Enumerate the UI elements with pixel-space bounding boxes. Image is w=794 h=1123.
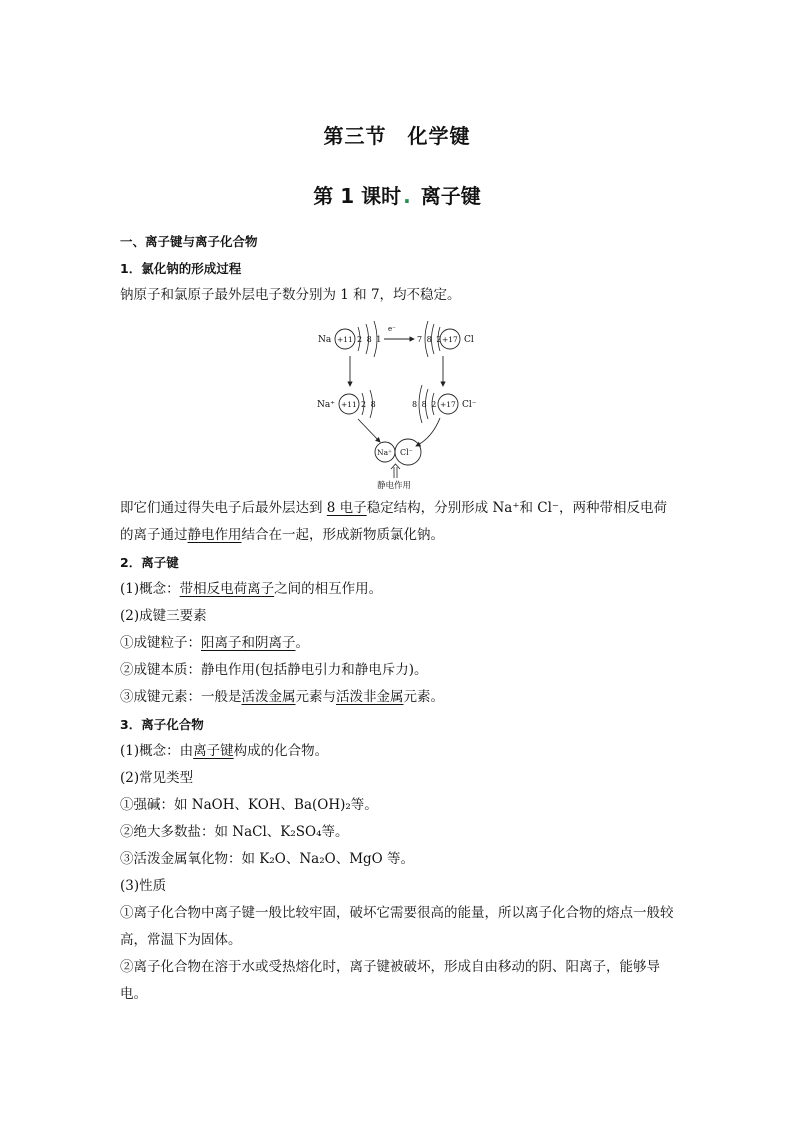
pair-cl-label: Cl⁻ — [400, 448, 413, 457]
cl-ion-shells-label: 8 8 2 — [412, 400, 438, 409]
text-span: 即它们通过得失电子后最外层达到 — [120, 500, 327, 516]
text-span: ③成键元素：一般是 — [120, 689, 242, 705]
elements-heading: (2)成键三要素 — [120, 608, 207, 624]
lesson-topic: 离子键 — [420, 184, 481, 208]
text-span: 之间的相互作用。 — [274, 581, 383, 597]
text-span: 元素。 — [403, 689, 444, 705]
na-shells-label: 2 8 1 — [357, 335, 383, 344]
lesson-title — [0, 180, 794, 209]
props-heading: (3)性质 — [120, 878, 167, 894]
ionic-bond-concept — [120, 576, 680, 603]
nacl-formation-diagram — [300, 318, 500, 490]
electrostatic-label: 静电作用 — [377, 481, 412, 490]
na-ion-to-pair-arrow — [358, 419, 380, 442]
text-span: ①成键粒子： — [120, 635, 201, 651]
section-body — [120, 495, 680, 1008]
element-item-2: ②成键本质：静电作用(包括静电引力和静电斥力)。 — [120, 662, 428, 678]
underlined-answer: 阳离子和阴离子 — [201, 635, 296, 651]
text-span: 的离子通过 — [120, 527, 188, 543]
section-heading: 一、离子键与离子化合物 — [120, 234, 258, 249]
pair-na-label: Na⁺ — [377, 448, 392, 457]
compound-concept — [120, 738, 680, 765]
text-span: 元素与 — [295, 689, 336, 705]
underlined-answer: 活泼金属 — [241, 689, 296, 705]
text-span: (1)概念： — [120, 581, 180, 597]
page-title: 第三节 化学键 — [323, 124, 471, 148]
element-item-3 — [120, 684, 680, 711]
underlined-answer: 静电作用 — [187, 527, 242, 543]
na-ion-shells-label: 2 8 — [361, 400, 377, 409]
lesson-number: 第 1 课时 — [313, 184, 402, 208]
subsection-heading-1: 1．氯化钠的形成过程 — [120, 261, 242, 276]
text-span: 构成的化合物。 — [233, 743, 329, 759]
lesson-dot: . — [403, 184, 411, 208]
text-span: (1)概念：由 — [120, 743, 194, 759]
na-symbol: Na — [318, 335, 332, 345]
paragraph-line — [120, 522, 680, 549]
electrostatic-arrow-head — [391, 464, 400, 469]
cl-ion-to-pair-arrow — [416, 418, 440, 446]
electron-label: e⁻ — [388, 325, 396, 333]
cl-shells-label: 7 8 2 — [417, 335, 443, 344]
section-top — [120, 228, 680, 309]
paragraph-line — [120, 495, 680, 522]
text-span: 结合在一起，形成新物质氯化钠。 — [241, 527, 444, 543]
intro-paragraph: 钠原子和氯原子最外层电子数分别为 1 和 7，均不稳定。 — [120, 287, 461, 303]
underlined-answer: 8 电子 — [326, 500, 367, 516]
subsection-heading-2: 2．离子键 — [120, 555, 179, 570]
subsection-heading-3: 3．离子化合物 — [120, 717, 204, 732]
cl-nucleus-label: +17 — [442, 335, 458, 344]
text-span: 。 — [295, 635, 309, 651]
type-item-2: ②绝大多数盐：如 NaCl、K₂SO₄等。 — [120, 824, 349, 840]
element-item-1 — [120, 630, 680, 657]
property-item-2: ②离子化合物在溶于水或受热熔化时，离子键被破坏，形成自由移动的阴、阳离子，能够导电。 — [120, 959, 660, 1002]
type-item-3: ③活泼金属氧化物：如 K₂O、Na₂O、MgO 等。 — [120, 851, 415, 867]
underlined-answer: 带相反电荷离子 — [179, 581, 275, 597]
na-ion-symbol: Na⁺ — [317, 400, 335, 410]
text-span: 稳定结构，分别形成 Na⁺和 Cl⁻，两种带相反电荷 — [366, 500, 668, 516]
cl-ion-nucleus-label: +17 — [440, 400, 456, 409]
underlined-answer: 活泼非金属 — [336, 689, 404, 705]
underlined-answer: 离子键 — [193, 743, 234, 759]
na-nucleus-label: +11 — [337, 335, 353, 344]
cl-symbol: Cl — [464, 335, 474, 345]
type-item-1: ①强碱：如 NaOH、KOH、Ba(OH)₂等。 — [120, 797, 378, 813]
cl-ion-symbol: Cl⁻ — [462, 400, 477, 410]
property-item-1: ①离子化合物中离子键一般比较牢固，破坏它需要很高的能量，所以离子化合物的熔点一般较高，常温下为固体。 — [120, 905, 674, 948]
na-ion-nucleus-label: +11 — [341, 400, 357, 409]
types-heading: (2)常见类型 — [120, 770, 194, 786]
